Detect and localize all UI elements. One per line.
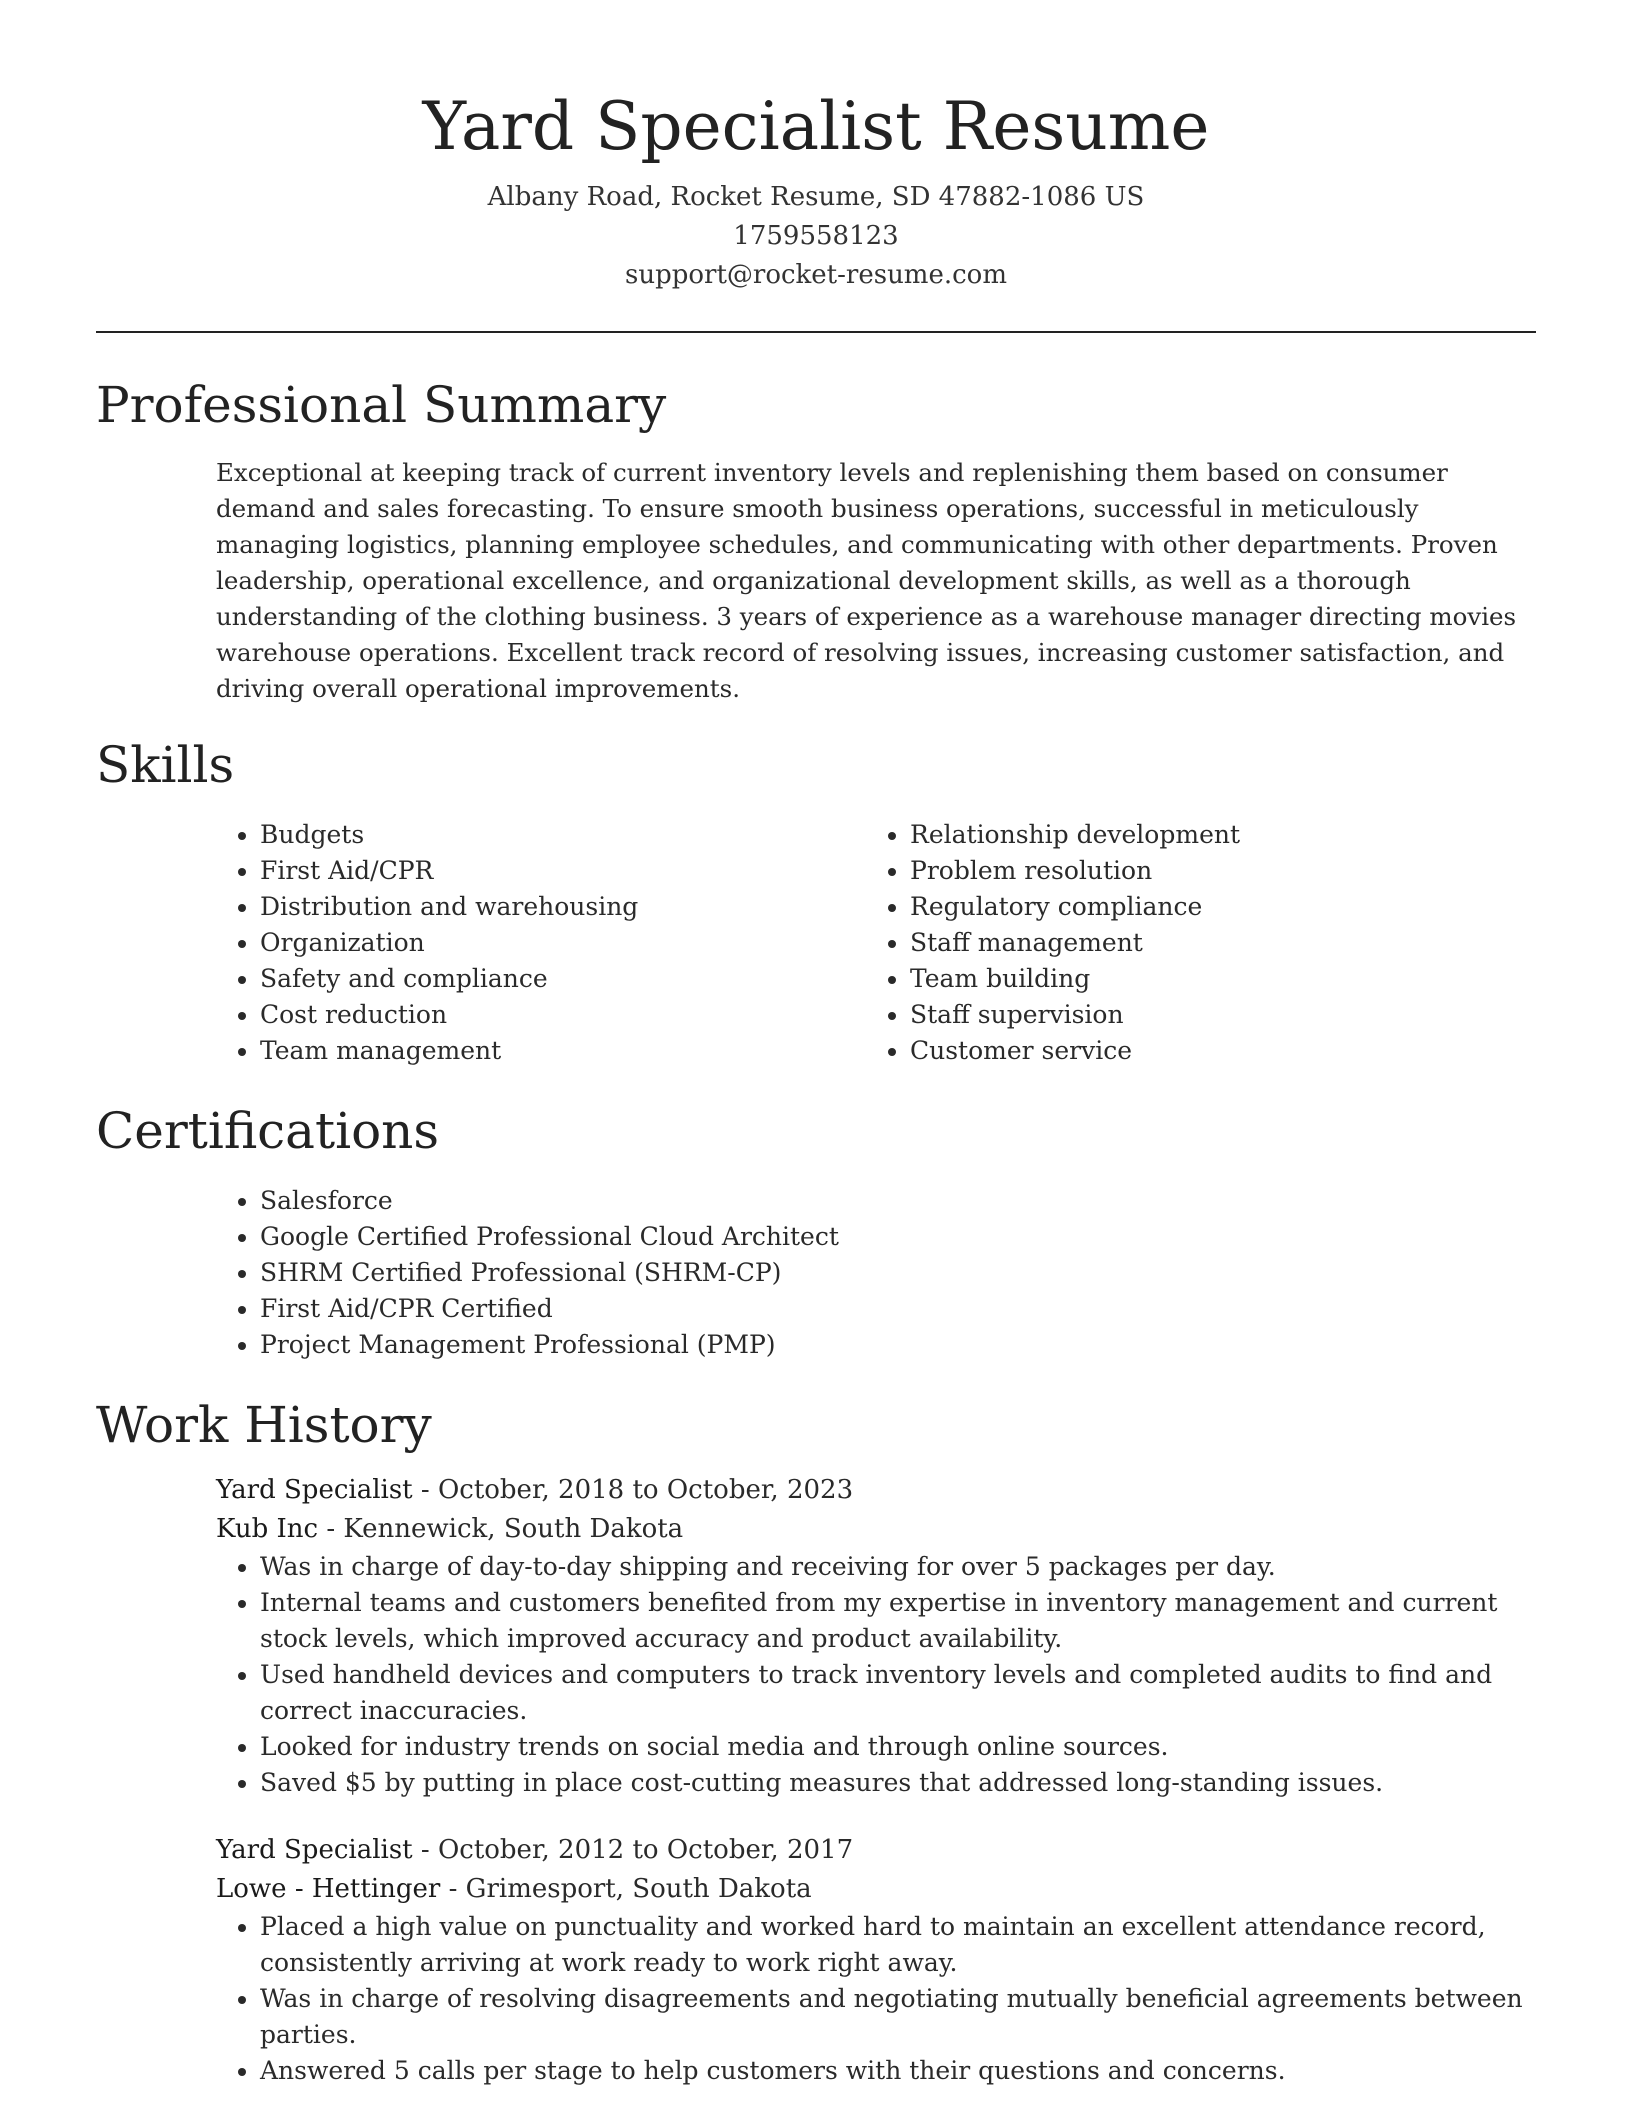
summary-heading: Professional Summary bbox=[96, 376, 667, 434]
job-company: Kub Inc bbox=[216, 1514, 319, 1544]
skill-item: • Customer service bbox=[910, 1033, 1516, 1069]
job-company: Lowe - Hettinger bbox=[216, 1874, 441, 1904]
job-company-line bbox=[216, 1510, 1536, 1549]
job-title-line bbox=[216, 1471, 1536, 1510]
contact-email: support@rocket-resume.com bbox=[624, 260, 1007, 290]
skill-item: • Staff management bbox=[910, 925, 1516, 961]
job-bullets bbox=[216, 1549, 1536, 1801]
job-bullet: • Used handheld devices and computers to track inventory levels and completed audits to find and correct inaccuracies. bbox=[260, 1657, 1536, 1729]
skill-item: • Team building bbox=[910, 961, 1516, 997]
skill-item: • Relationship development bbox=[910, 817, 1516, 853]
summary-text: Exceptional at keeping track of current inventory levels and replenishing them based on consumer demand and sales forecasting. To ensure smooth business operations, successful in meticulously managing logistics, planning employee schedules, and communicating with other departments. Proven leadership, operational excellence, and organizational development skills, as well as a thorough understanding of the clothing business. 3 years of experience as a warehouse manager directing movies warehouse operations. Excellent track record of resolving issues, increasing customer satisfaction, and driving overall operational improvements. bbox=[216, 458, 1517, 703]
job-role: Yard Specialist bbox=[216, 1835, 413, 1865]
skill-item: • Team management bbox=[260, 1033, 866, 1069]
skills-column-1 bbox=[216, 817, 866, 1069]
job-bullet: • Internal teams and customers benefited from my expertise in inventory management and current stock levels, which improved accuracy and product availability. bbox=[260, 1585, 1536, 1657]
job-location: - Grimesport, South Dakota bbox=[440, 1874, 812, 1904]
skill-item: • Cost reduction bbox=[260, 997, 866, 1033]
job-bullets bbox=[216, 1909, 1536, 2089]
skill-item: • Staff supervision bbox=[910, 997, 1516, 1033]
work-history-heading: Work History bbox=[96, 1396, 432, 1454]
job-role: Yard Specialist bbox=[216, 1475, 413, 1505]
job-dates: - October, 2018 to October, 2023 bbox=[412, 1475, 854, 1505]
skills-heading: Skills bbox=[96, 736, 235, 794]
contact-block bbox=[96, 178, 1536, 295]
skill-item: • First Aid/CPR bbox=[260, 853, 866, 889]
certifications-heading: Certifications bbox=[96, 1102, 440, 1160]
job-bullet: • Was in charge of day-to-day shipping and receiving for over 5 packages per day. bbox=[260, 1549, 1536, 1585]
job-bullet: • Placed a high value on punctuality and worked hard to maintain an excellent attendance record, consistently arriving at work ready to work right away. bbox=[260, 1909, 1536, 1981]
resume-header bbox=[96, 0, 1536, 295]
job-entry bbox=[216, 1831, 1536, 2089]
job-bullet: • Looked for industry trends on social media and through online sources. bbox=[260, 1729, 1536, 1765]
certification-item: • First Aid/CPR Certified bbox=[260, 1291, 1536, 1327]
skill-item: • Distribution and warehousing bbox=[260, 889, 866, 925]
skill-item: • Organization bbox=[260, 925, 866, 961]
skill-item: • Regulatory compliance bbox=[910, 889, 1516, 925]
skill-item: • Budgets bbox=[260, 817, 866, 853]
certification-item: • Project Management Professional (PMP) bbox=[260, 1327, 1536, 1363]
job-dates: - October, 2012 to October, 2017 bbox=[412, 1835, 854, 1865]
skills-column-2 bbox=[866, 817, 1516, 1069]
contact-address: Albany Road, Rocket Resume, SD 47882-1086 US bbox=[487, 182, 1145, 212]
job-title-line bbox=[216, 1831, 1536, 1870]
certification-item: • Google Certified Professional Cloud Architect bbox=[260, 1219, 1536, 1255]
job-bullet: • Was in charge of resolving disagreements and negotiating mutually beneficial agreements between parties. bbox=[260, 1981, 1536, 2053]
contact-phone: 1759558123 bbox=[733, 221, 899, 251]
job-entry bbox=[216, 1471, 1536, 1801]
header-divider bbox=[96, 331, 1536, 333]
resume-title: Yard Specialist Resume bbox=[422, 88, 1210, 165]
skill-item: • Safety and compliance bbox=[260, 961, 866, 997]
skills-list bbox=[216, 817, 1536, 1069]
skill-item: • Problem resolution bbox=[910, 853, 1516, 889]
job-company-line bbox=[216, 1870, 1536, 1909]
certification-item: • Salesforce bbox=[260, 1183, 1536, 1219]
resume-page bbox=[96, 0, 1536, 2089]
certification-item: • SHRM Certified Professional (SHRM-CP) bbox=[260, 1255, 1536, 1291]
job-bullet: • Answered 5 calls per stage to help customers with their questions and concerns. bbox=[260, 2053, 1536, 2089]
job-bullet: • Saved $5 by putting in place cost-cutting measures that addressed long-standing issues. bbox=[260, 1765, 1536, 1801]
job-location: - Kennewick, South Dakota bbox=[318, 1514, 684, 1544]
certifications-list bbox=[216, 1183, 1536, 1363]
